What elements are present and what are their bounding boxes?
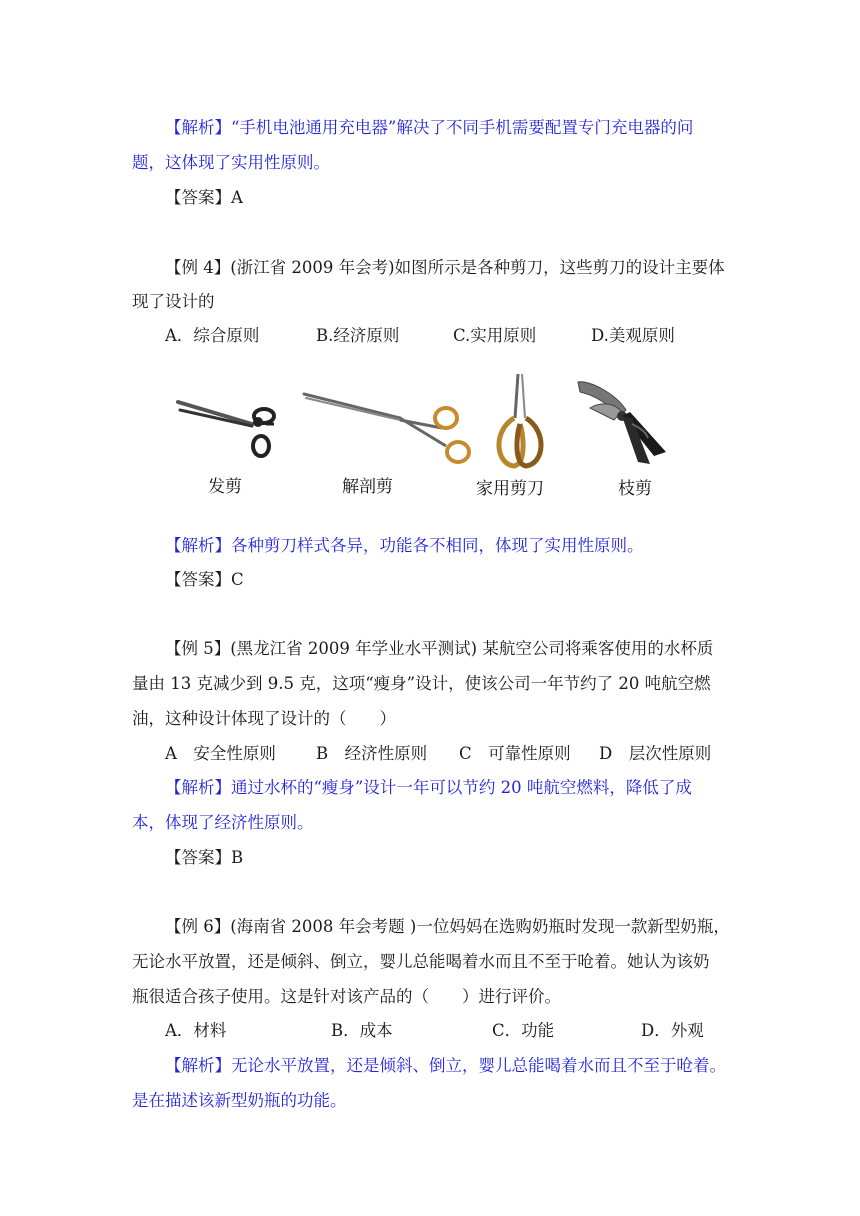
ex4-analysis: 【解析】各种剪刀样式各异，功能各不相同，体现了实用性原则。: [165, 536, 644, 555]
ex5-option-a: A 安全性原则: [165, 744, 276, 763]
pruning-shears-icon: [578, 382, 666, 464]
ex6-analysis-line-1: 【解析】无论水平放置，还是倾斜、倒立，婴儿总能喝着水而且不至于呛着。: [165, 1056, 726, 1075]
ex5-answer: 【答案】B: [165, 848, 244, 867]
ex4-option-b: B.经济原则: [316, 326, 400, 345]
ex5-analysis-line-1: 【解析】通过水杯的“瘦身”设计一年可以节约 20 吨航空燃料，降低了成: [165, 778, 692, 797]
dissecting-scissors-icon: [304, 394, 469, 462]
ex4-option-d: D.美观原则: [591, 326, 675, 345]
caption-household-scissors: 家用剪刀: [476, 479, 544, 499]
ex5-option-d: D 层次性原则: [599, 744, 712, 763]
ex5-stem-line-2: 量由 13 克减少到 9.5 克，这项“瘦身”设计，使该公司一年节约了 20 吨航空燃: [132, 674, 711, 693]
ex4-stem-line-2: 现了设计的: [132, 292, 215, 311]
ex4-option-c: C.实用原则: [453, 326, 537, 345]
ex5-analysis-line-2: 本，体现了经济性原则。: [132, 813, 314, 832]
scissors-illustration: [170, 372, 690, 472]
prev-analysis-line-2: 题，这体现了实用性原则。: [132, 153, 330, 172]
ex5-stem-line-3: 油，这种设计体现了设计的（ ）: [132, 709, 396, 728]
caption-hair-scissors: 发剪: [208, 477, 242, 497]
ex6-analysis-line-2: 是在描述该新型奶瓶的功能。: [132, 1091, 347, 1110]
ex6-stem-line-2: 无论水平放置，还是倾斜、倒立，婴儿总能喝着水而且不至于呛着。她认为该奶: [132, 952, 710, 971]
hair-scissors-icon: [178, 402, 274, 456]
ex6-option-b: B．成本: [331, 1021, 393, 1040]
ex6-option-d: D．外观: [641, 1021, 704, 1040]
scissors-figure: [170, 372, 690, 502]
ex5-option-b: B 经济性原则: [316, 744, 428, 763]
ex5-stem-line-1: 【例 5】(黑龙江省 2009 年学业水平测试) 某航空公司将乘客使用的水杯质: [165, 639, 714, 658]
caption-pruning-shears: 枝剪: [618, 479, 652, 499]
ex6-stem-line-1: 【例 6】(海南省 2008 年会考题 )一位妈妈在选购奶瓶时发现一款新型奶瓶，: [165, 917, 730, 936]
ex5-option-c: C 可靠性原则: [459, 744, 571, 763]
prev-analysis-line-1: 【解析】“手机电池通用充电器”解决了不同手机需要配置专门充电器的问: [165, 118, 694, 137]
prev-answer: 【答案】A: [165, 188, 243, 207]
ex4-option-a: A．综合原则: [165, 326, 260, 345]
ex6-stem-line-3: 瓶很适合孩子使用。这是针对该产品的（ ）进行评价。: [132, 987, 561, 1006]
ex4-stem-line-1: 【例 4】(浙江省 2009 年会考)如图所示是各种剪刀，这些剪刀的设计主要体: [165, 258, 725, 277]
ex6-option-c: C．功能: [492, 1021, 555, 1040]
household-scissors-icon: [499, 374, 541, 466]
ex4-answer: 【答案】C: [165, 570, 244, 589]
ex6-option-a: A．材料: [165, 1021, 227, 1040]
caption-dissecting-scissors: 解剖剪: [342, 477, 393, 497]
